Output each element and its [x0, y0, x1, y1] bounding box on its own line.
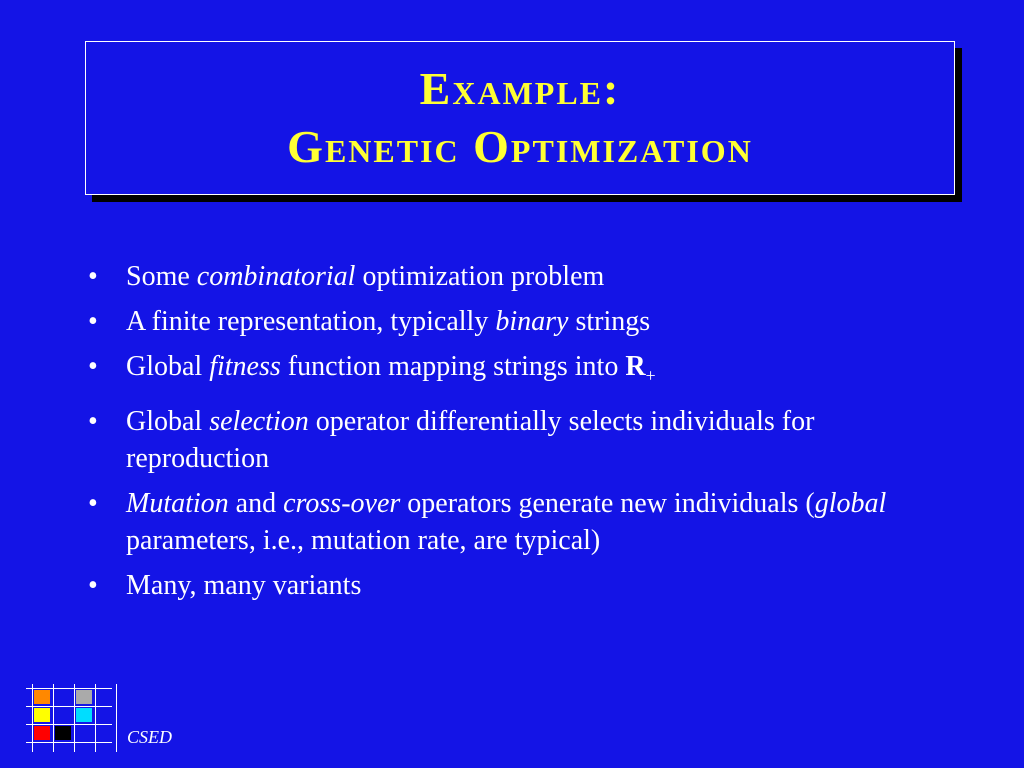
bullet-item	[88, 303, 948, 340]
bullet-text-segment: Many, many variants	[126, 569, 362, 601]
bullet-text-segment: operators generate new individuals (	[400, 487, 815, 519]
bullet-text-segment: Some	[126, 261, 197, 292]
bullet-list	[88, 258, 948, 612]
bullet-text-segment: -	[341, 487, 351, 519]
logo-gridline	[74, 684, 75, 752]
bullet-text-segment: +	[645, 365, 656, 386]
slide-title-line2: Genetic Optimization	[287, 121, 753, 172]
logo-cell	[76, 690, 92, 704]
bullet-item	[88, 348, 948, 395]
bullet-text-segment: strings	[568, 306, 651, 337]
bullet-text-segment: function mapping strings into	[280, 351, 626, 382]
slide-title-line1: Example:	[419, 63, 621, 114]
bullet-text-segment: Mutation	[126, 487, 229, 519]
bullet-text-segment: optimization problem	[355, 261, 605, 292]
logo-gridline	[26, 688, 112, 689]
logo-gridline	[26, 706, 112, 707]
bullet-item	[88, 258, 948, 295]
bullet-text-segment: Global	[126, 405, 210, 437]
cs-logo-grid-icon	[26, 684, 112, 752]
logo-gridline	[95, 684, 96, 752]
bullet-text-segment: selection	[209, 405, 309, 437]
logo-cell	[34, 708, 50, 722]
logo-cell	[55, 726, 71, 740]
bullet-text-segment: A finite representation, typically	[126, 306, 496, 337]
logo-cell	[76, 708, 92, 722]
bullet-dot-icon: •	[88, 306, 98, 337]
logo-cell	[34, 726, 50, 740]
bullet-dot-icon: •	[88, 569, 98, 601]
bullet-item	[88, 485, 948, 559]
bullet-text-segment: combinatorial	[196, 261, 356, 292]
bullet-text-segment: binary	[495, 306, 569, 337]
bullet-text-segment: over	[350, 487, 401, 519]
logo-gridline	[116, 684, 117, 752]
logo-gridline	[26, 742, 112, 743]
footer-label: CSED	[127, 727, 172, 747]
bullet-text-segment: R	[625, 351, 646, 382]
logo-gridline	[32, 684, 33, 752]
slide-title-box	[85, 41, 955, 195]
bullet-text-segment: global	[814, 487, 887, 519]
bullet-text-segment: Global	[126, 351, 210, 382]
bullet-dot-icon: •	[88, 405, 98, 437]
bullet-dot-icon: •	[88, 261, 98, 292]
bullet-item	[88, 567, 948, 604]
bullet-text-segment: operator differentially selects individuals for reproduction	[126, 405, 815, 474]
bullet-text-segment: parameters, i.e., mutation rate, are typical)	[126, 524, 601, 556]
bullet-text-segment: cross	[283, 487, 342, 519]
bullet-dot-icon: •	[88, 351, 98, 382]
bullet-dot-icon: •	[88, 487, 98, 519]
bullet-item	[88, 403, 948, 477]
logo-gridline	[26, 724, 112, 725]
bullet-text-segment: fitness	[209, 351, 281, 382]
logo-cell	[34, 690, 50, 704]
logo-gridline	[53, 684, 54, 752]
bullet-text-segment: and	[228, 487, 284, 519]
